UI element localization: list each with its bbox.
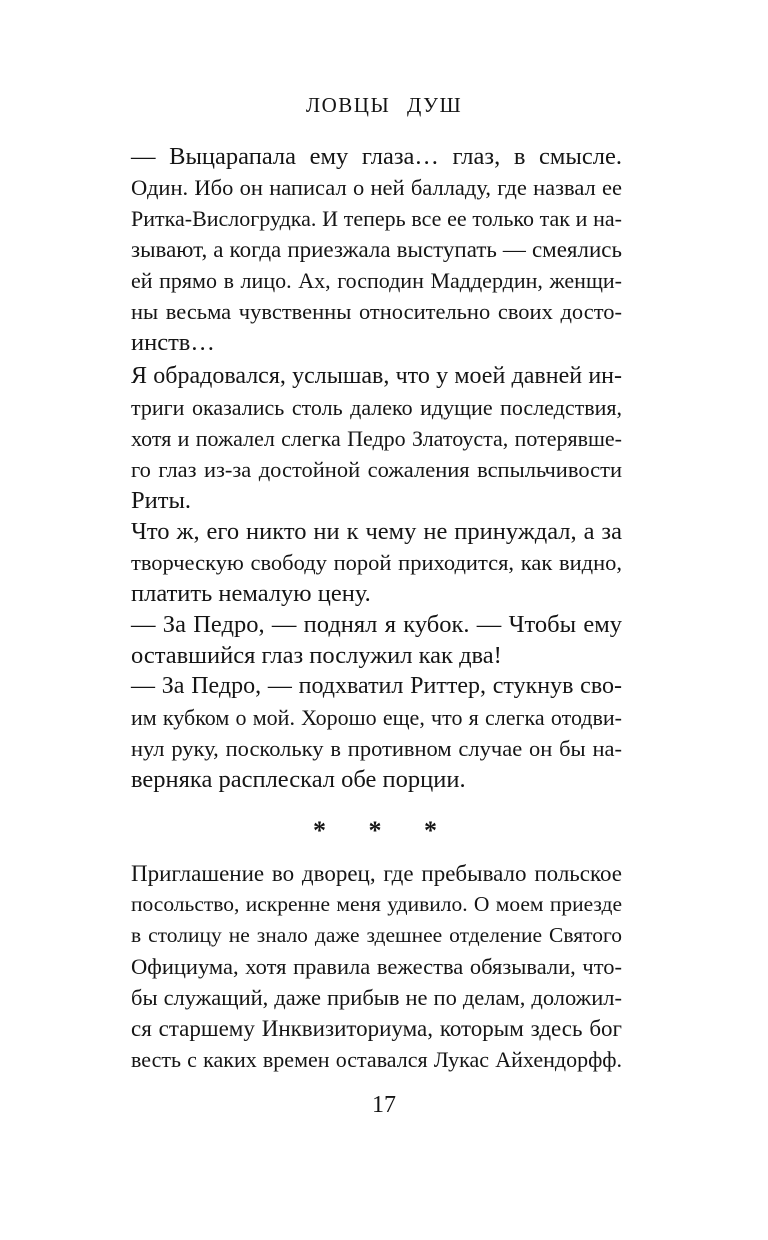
text-line: Официума, хотя правила вежества обязывали, что- (131, 954, 622, 979)
text-line: оставшийся глаз послужил как два! (131, 642, 502, 669)
text-line: Приглашение во дворец, где пребывало польское (131, 861, 622, 886)
text-line: нул руку, поскольку в противном случае он бы на- (131, 736, 622, 761)
text-line: в столицу не знало даже здешнее отделение Святого (131, 923, 622, 947)
text-line: инств… (131, 329, 215, 356)
paragraph-2 (131, 361, 622, 516)
text-line: зывают, а когда приезжала выступать — смеялись (131, 237, 622, 262)
text-line: им кубком о мой. Хорошо еще, что я слегка отодви- (131, 705, 622, 730)
text-line: го глаз из-за достойной сожаления вспыльчивости (131, 457, 622, 482)
paragraph-4 (131, 609, 622, 671)
text-line: посольство, искренне меня удивило. О моем приезде (131, 892, 622, 916)
text-line: весть с каких времен оставался Лукас Айхендорфф. (131, 1047, 622, 1072)
paragraph-6 (131, 858, 622, 1075)
text-line: Ритка-Вислогрудка. И теперь все ее только так и на- (131, 206, 622, 231)
text-line: триги оказались столь далеко идущие последствия, (131, 395, 622, 420)
text-line: верняка расплескал обе порции. (131, 766, 466, 793)
text-line: ны весьма чувственны относительно своих досто- (131, 299, 622, 324)
text-line: Один. Ибо он написал о ней балладу, где назвал ее (131, 175, 622, 200)
text-line: — За Педро, — подхватил Риттер, стукнув сво- (131, 673, 622, 699)
paragraph-1 (131, 141, 622, 358)
text-line: Риты. (131, 487, 192, 514)
text-line: бы служащий, даже прибыв не по делам, доложил- (131, 985, 622, 1010)
text-line: платить немалую цену. (131, 580, 371, 607)
text-line: творческую свободу порой приходится, как видно, (131, 550, 622, 575)
text-line: Что ж, его никто ни к чему не принуждал, а за (131, 518, 622, 545)
text-line: — За Педро, — поднял я кубок. — Чтобы ему (131, 611, 622, 638)
running-head: ЛОВЦЫ ДУШ (305, 93, 463, 117)
text-line: ей прямо в лицо. Ах, господин Маддердин, женщи- (131, 268, 622, 293)
text-line: хотя и пожалел слегка Педро Златоуста, потерявше- (131, 426, 622, 451)
paragraph-5 (131, 671, 622, 795)
text-line: ся старшему Инквизиториума, которым здесь бог (131, 1016, 622, 1041)
paragraph-3 (131, 516, 622, 609)
text-line: Я обрадовался, услышав, что у моей давней ин- (131, 363, 622, 389)
section-break: * * * (313, 816, 455, 845)
page-number: 17 (372, 1092, 396, 1118)
text-line: — Выцарапала ему глаза… глаз, в смысле. (131, 143, 622, 170)
